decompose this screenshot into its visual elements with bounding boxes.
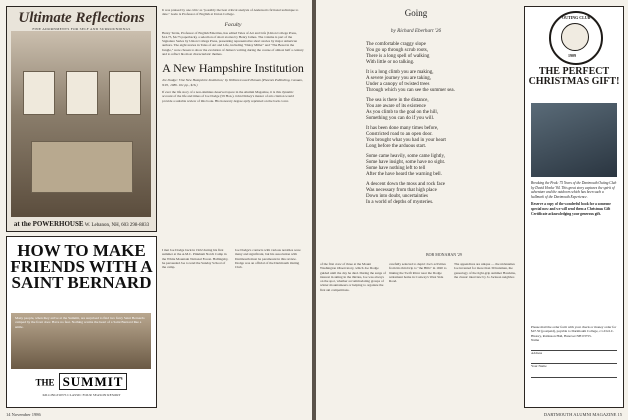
nh-heading: A New Hampshire Institution <box>162 61 304 76</box>
poem-line: The sea is there in the distance, <box>366 98 429 103</box>
perfect-gift-headline: THE PERFECT CHRISTMAS GIFT! <box>528 66 620 87</box>
faculty-text: Henry Terrie, Professor of English Emeritus, has edited Tales of Art and Life (Union College Press, $14.75, $4.75 paperback), a selection of short stories by Henry James. The volume is part of the Signature Series by Union College Press, presenting representative short stories by major American authors. The eight stories in Tales of Art and Life, including "Daisy Miller" and "The Beast in the Jungle," were chosen to show the evolution of James's writing during the course of almost half a century and to reflect his most characteristic themes. <box>162 30 304 57</box>
right-footer: DARTMOUTH ALUMNI MAGAZINE 15 <box>543 412 622 417</box>
review-intro: It was praised by one critic as "possibly the best critical analysis of Anderson's fictional technique to date." Gado is Professor of English at Union College. <box>162 8 299 17</box>
poem-line: Something you can do if you will. <box>366 116 435 121</box>
form-note: Please mail the order form with your check or money order for $47.50 (postpaid), payable to Dartmouth College, c/o D.O.C. History, Robinson Hall, Hanover NH 03755. <box>531 325 617 338</box>
book-cover-photo <box>531 103 617 177</box>
summit-the: THE <box>35 377 55 388</box>
left-column-3: Joe Dodge's contacts with various notables were many and significant, but his association with Dartmouth must be paramount in this review. Dodge was an official of the Dartmouth Outing Club. <box>235 248 301 270</box>
poem-line: With little or no talking. <box>366 60 415 65</box>
ad-offer: Reserve a copy of the wonderful book for a someone special now and we will send them a Christmas Gift Certificate acknowledging your generous gift. <box>531 202 611 216</box>
right-column-1: of the first crew of three at the Mount Washington Observatory, which Joe Dodge guided until the day he died. During the surge of interest in skiing in the thirties, Joe was always on the spot, whether accommodating groups of winter mountaineers or helping to organize the first ski competitions. <box>320 262 386 292</box>
summit-ad <box>6 236 157 408</box>
right-page <box>316 0 628 420</box>
poem-line: Some have insight, some have no sight. <box>366 160 446 165</box>
ad-tagline: FINE ADORNMENTS FOR SELF AND SURROUNDINGS <box>32 27 131 31</box>
form-field-your-name[interactable]: Your Name <box>531 364 617 377</box>
poem-line: Through which you can see the summer sea. <box>366 88 455 93</box>
poem-line: You are aware of its existence <box>366 104 426 109</box>
poem-line: It has been done many times before, <box>366 126 439 131</box>
poem-byline: by Richard Eberhart '26 <box>390 28 442 34</box>
photo-caption: Many people, when they arrive at the Summit, are surprised to find two furry Saint Bernards camped by the front door. Have no fear. Nothing warms the heart of a Saint Bernard like a smile. <box>15 316 145 329</box>
saint-bernard-photo <box>11 313 151 369</box>
left-footer: 14 November 1986 <box>6 412 41 417</box>
poem-stanza <box>366 98 516 122</box>
poem-stanza <box>366 42 516 66</box>
poem-line: Some came heavily, some came lightly, <box>366 154 445 159</box>
poem-line: A descent down the moss and rock face <box>366 182 446 187</box>
seal-top-text: OUTING CLUB <box>562 15 591 20</box>
poem-stanza <box>366 154 516 178</box>
poem-line: The comfortable craggy slope <box>366 42 426 47</box>
seal-emblem <box>561 23 589 51</box>
poem-line: After the have heard the warning bell. <box>366 172 442 177</box>
review-column <box>162 8 304 103</box>
poem-stanza <box>366 70 516 94</box>
summit-headline: HOW TO MAKE FRIENDS WITH A SAINT BERNARD <box>10 241 153 292</box>
seal-year: 1909 <box>568 53 576 58</box>
right-column-2: carefully selected to depict Joe's activities from his third trip to "the Hills" in 1920 to linking the Swift River near the Dodge retirement home in Conway's West Side Road. <box>389 262 447 284</box>
summit-logo <box>7 373 156 397</box>
poem-line: You go up through scrub roots, <box>366 48 428 53</box>
outing-club-ad <box>524 6 624 408</box>
order-form <box>531 325 617 378</box>
ad-body-text: Breaking the Peak: 75 Years of the Dartmouth Outing Club by David Hooke '84. This great story captures the spirit of adventure and the outdoors which has been such a hallmark of the Dartmouth Experience. <box>531 181 617 199</box>
poem-body <box>366 42 516 210</box>
summit-name: SUMMIT <box>59 373 128 390</box>
outing-club-seal <box>549 11 603 65</box>
faculty-heading: Faculty <box>224 21 242 28</box>
ad-title: Ultimate Reflections <box>18 10 145 26</box>
poem-line: In a world of depths of mysteries. <box>366 200 434 205</box>
summit-sub: KILLINGTON'S CLASSIC FOUR SEASON RESORT <box>42 393 121 397</box>
poem-line: Long before the arduous start. <box>366 144 427 149</box>
poem-line: There is a long spell of walking <box>366 54 430 59</box>
nh-citation: Joe Dodge: 'One New Hampshire Institution,' by William Lowell Putnam (Phoenix Publishing, Canaan, N.H., 1986. 161 pp., $16.) <box>162 78 303 87</box>
poem-line: You brought what you had in your heart <box>366 138 446 143</box>
poem-stanza <box>366 126 516 150</box>
poem-line: Was necessary from that high place <box>366 188 437 193</box>
nh-text: If ever the life story of a non-alumnus deserved space in the Alumni Magazine, it is this dynamic account of the life and times of Joe Dodge (59 Hon.). John Dickey's master of arts citation would provide a suitable review of this book. His honorary degree aptly reprinted on the back cover. <box>162 89 294 103</box>
poem-line: A severe journey you are taking, <box>366 76 431 81</box>
left-column-2: I met Joe Dodge back in 1922 during his first summer at the A.M.C. Pinkham Notch Camp in the White Mountain National Forest. Hallingsby, he persuaded Joe to tend the Sunday School of the camp. <box>162 248 229 270</box>
poem-line: Constricted road to an open door. <box>366 132 433 137</box>
ad-store-name: at the POWERHOUSE <box>13 220 84 228</box>
poem-line: As you climb to the goal on the hill, <box>366 110 439 115</box>
form-field-name[interactable]: Name <box>531 338 617 351</box>
poem-signature: BOB MONAHAN '29 <box>426 252 462 257</box>
ad-address-text: W. Lebanon, NH, 603 298-8833 <box>84 223 150 228</box>
right-column-3: The appendices are unique — the nicknames Joe invented for more than 30 hutsmen, the genealogy of the tight-grip summer Hawkins, the classic interview by Jo Jackson neighbor. <box>454 262 516 279</box>
poem-line: Under a canopy of twisted trees <box>366 82 430 87</box>
ultimate-reflections-ad <box>6 6 157 232</box>
poem-line: Some have nothing left to tell <box>366 166 426 171</box>
left-page <box>0 0 312 420</box>
poem-stanza <box>366 182 516 206</box>
poem-line: Down into doubt, uncertainties <box>366 194 428 199</box>
poem-line: It is a long climb you are making, <box>366 70 434 75</box>
ad-body <box>531 181 617 216</box>
storefront-photo <box>11 31 151 217</box>
ad-address <box>7 220 156 228</box>
poem-title: Going <box>404 8 428 18</box>
form-field-address[interactable]: Address <box>531 351 617 364</box>
